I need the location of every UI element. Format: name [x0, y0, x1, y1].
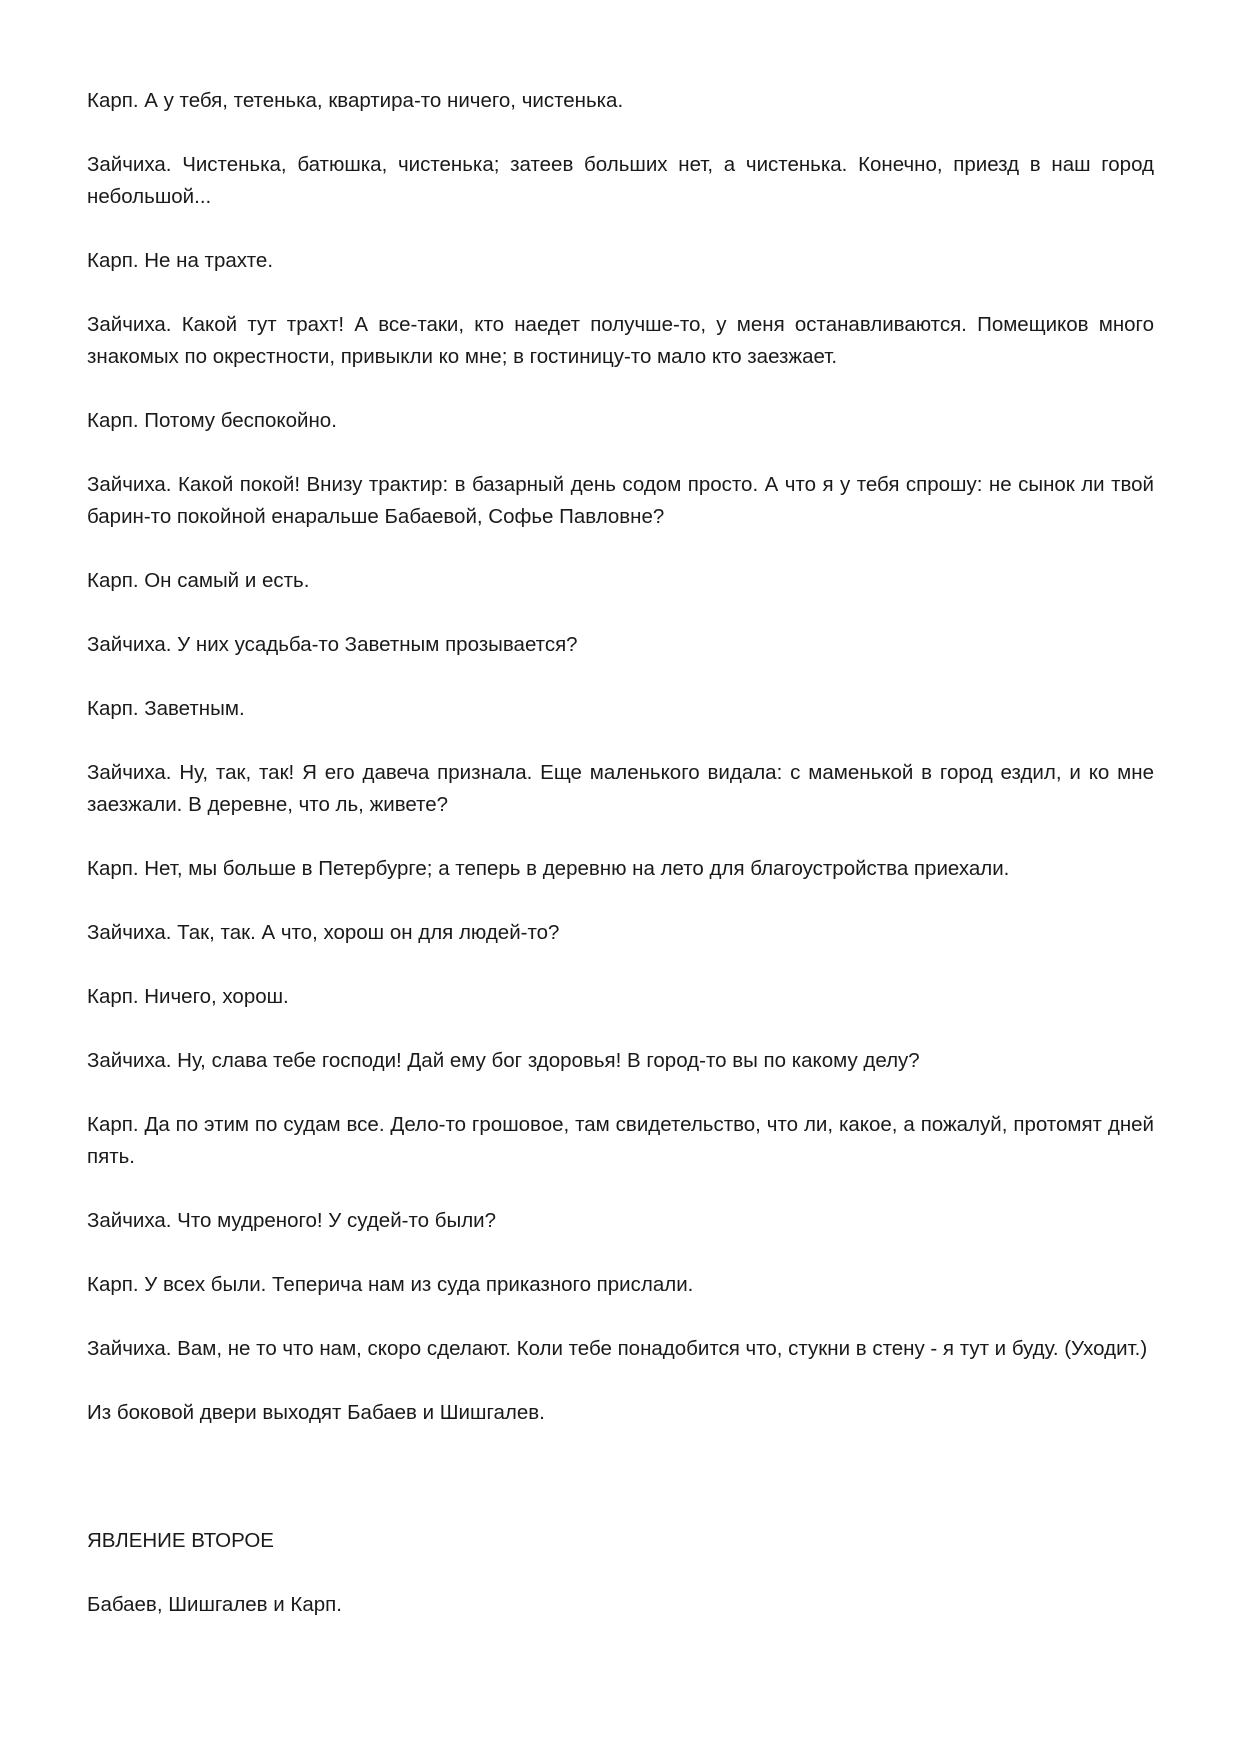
paragraph: Зайчиха. Ну, слава тебе господи! Дай ему бог здоровья! В город-то вы по какому делу?	[87, 1049, 920, 1072]
paragraph: Зайчиха. У них усадьба-то Заветным прозывается?	[87, 633, 578, 656]
section-gap	[87, 1461, 1154, 1525]
paragraph: Зайчиха. Что мудреного! У судей-то были?	[87, 1209, 497, 1232]
paragraph: Зайчиха. Так, так. А что, хорош он для людей-то?	[87, 921, 560, 944]
paragraph: Карп. Да по этим по судам все. Дело-то грошовое, там свидетельство, что ли, какое, а пожалуй, протомят дней пять.	[87, 1113, 1154, 1168]
paragraph: Карп. Заветным.	[87, 697, 245, 720]
paragraph: Карп. Нет, мы больше в Петербурге; а теперь в деревню на лето для благоустройства приехали.	[87, 857, 1010, 880]
paragraph: Карп. У всех были. Теперича нам из суда приказного прислали.	[87, 1273, 694, 1296]
document-page	[87, 85, 1154, 1653]
paragraph: Карп. Ничего, хорош.	[87, 985, 289, 1008]
paragraph: Зайчиха. Чистенька, батюшка, чистенька; затеев больших нет, а чистенька. Конечно, приезд в наш город небольшой...	[87, 153, 1154, 208]
paragraph: Зайчиха. Вам, не то что нам, скоро сделают. Коли тебе понадобится что, стукни в стену - я тут и буду. (Уходит.)	[87, 1337, 1148, 1360]
paragraph: Карп. Он самый и есть.	[87, 569, 310, 592]
stage-direction: Из боковой двери выходят Бабаев и Шишгалев.	[87, 1401, 545, 1424]
scene-characters: Бабаев, Шишгалев и Карп.	[87, 1593, 342, 1616]
paragraph: Зайчиха. Какой покой! Внизу трактир: в базарный день содом просто. А что я у тебя спрошу: не сынок ли твой барин-то покойной енаральше Бабаевой, Софье Павловне?	[87, 473, 1154, 528]
paragraph: Карп. А у тебя, тетенька, квартира-то ничего, чистенька.	[87, 89, 624, 112]
paragraph: Карп. Потому беспокойно.	[87, 409, 337, 432]
paragraph: Карп. Не на трахте.	[87, 249, 274, 272]
scene-heading: ЯВЛЕНИЕ ВТОРОЕ	[87, 1529, 274, 1552]
paragraph: Зайчиха. Какой тут трахт! А все-таки, кто наедет получше-то, у меня останавливаются. Помещиков много знакомых по окрестности, привыкли ко мне; в гостиницу-то мало кто заезжает.	[87, 313, 1154, 368]
paragraph: Зайчиха. Ну, так, так! Я его давеча признала. Еще маленького видала: с маменькой в город ездил, и ко мне заезжали. В деревне, что ль, живете?	[87, 761, 1154, 816]
